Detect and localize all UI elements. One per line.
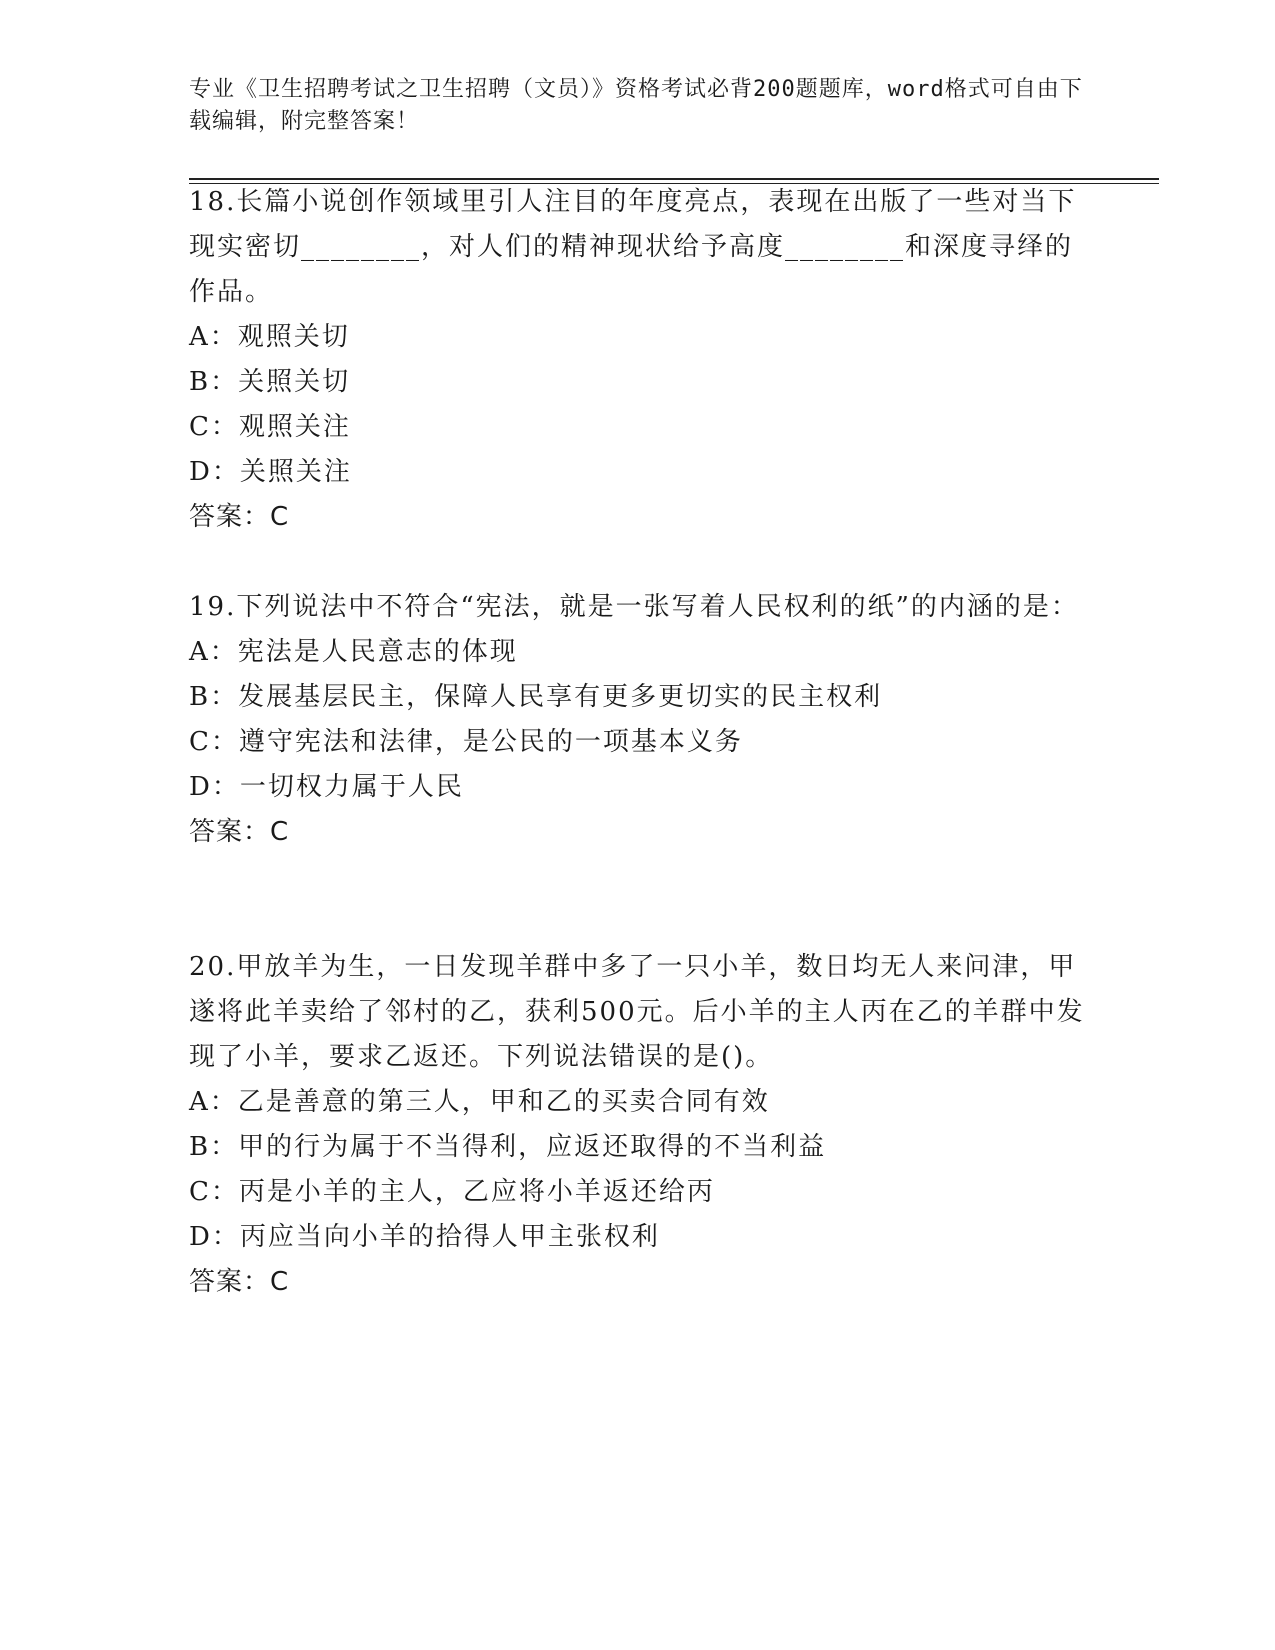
option-c: C：观照关注 <box>189 412 351 442</box>
question-stem: 18.长篇小说创作领域里引人注目的年度亮点，表现在出版了一些对当下现实密切________，对人们的精神现状给予高度________和深度寻绎的作品。 <box>189 187 1077 307</box>
option-d: D：关照关注 <box>189 457 352 487</box>
option-a: A：观照关切 <box>189 322 350 352</box>
question-stem: 19.下列说法中不符合“宪法，就是一张写着人民权利的纸”的内涵的是： <box>189 592 1079 622</box>
question-18 <box>189 180 1089 540</box>
answer-label: 答案：C <box>189 817 290 847</box>
option-b: B：关照关切 <box>189 367 351 397</box>
option-a: A：乙是善意的第三人，甲和乙的买卖合同有效 <box>189 1087 770 1117</box>
option-c: C：遵守宪法和法律，是公民的一项基本义务 <box>189 727 743 757</box>
option-d: D：一切权力属于人民 <box>189 772 464 802</box>
question-19 <box>189 585 1089 855</box>
question-20 <box>189 945 1089 1305</box>
option-a: A：宪法是人民意志的体现 <box>189 637 518 667</box>
answer-label: 答案：C <box>189 502 290 532</box>
option-c: C：丙是小羊的主人，乙应将小羊返还给丙 <box>189 1177 715 1207</box>
option-b: B：甲的行为属于不当得利，应返还取得的不当利益 <box>189 1132 827 1162</box>
question-stem: 20.甲放羊为生，一日发现羊群中多了一只小羊，数日均无人来问津，甲遂将此羊卖给了邻村的乙，获利500元。后小羊的主人丙在乙的羊群中发现了小羊，要求乙返还。下列说法错误的是()。 <box>189 952 1085 1072</box>
option-d: D：丙应当向小羊的拾得人甲主张权利 <box>189 1222 660 1252</box>
option-b: B：发展基层民主，保障人民享有更多更切实的民主权利 <box>189 682 883 712</box>
answer-label: 答案：C <box>189 1267 290 1297</box>
document-header: 专业《卫生招聘考试之卫生招聘（文员）》资格考试必背200题题库，word格式可自由下载编辑，附完整答案！ <box>189 77 1083 134</box>
